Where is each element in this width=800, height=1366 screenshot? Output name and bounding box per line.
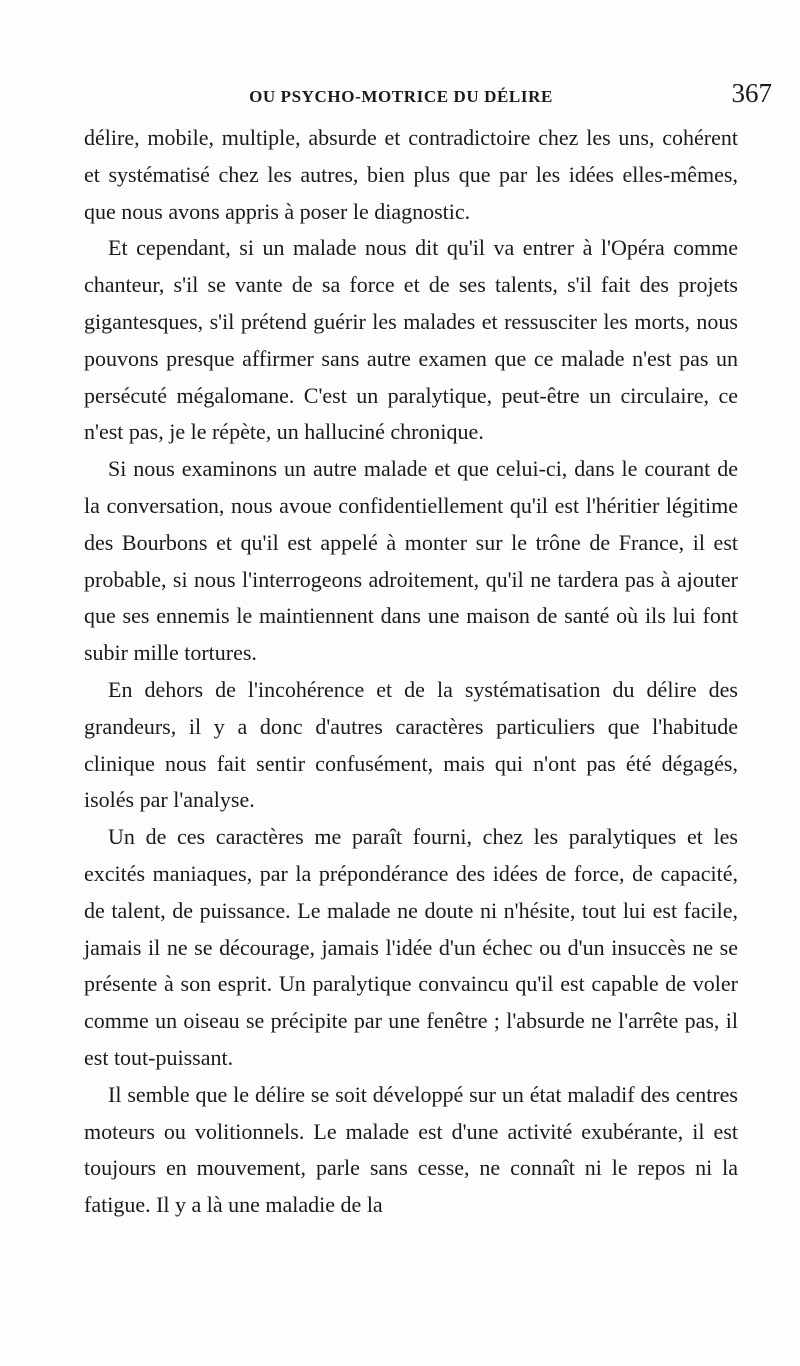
paragraph: En dehors de l'incohérence et de la systématisation du délire des grandeurs, il y a donc d'autres caractères particuliers que l'habitude clinique nous fait sentir confusément, mais qui n'ont pas été dégagés, isolés par l'analyse. xyxy=(84,676,738,813)
page-number: 367 xyxy=(731,78,772,108)
paragraph: Si nous examinons un autre malade et que celui-ci, dans le courant de la conversation, nous avoue confidentiellement qu'il est l'héritier légitime des Bourbons et qu'il est appelé à monter sur le trône de France, il est probable, si nous l'interrogeons adroitement, qu'il ne tardera pas à ajouter que ses ennemis le maintiennent dans une maison de santé où ils lui font subir mille tortures. xyxy=(84,456,738,666)
paragraph: Un de ces caractères me paraît fourni, chez les paralytiques et les excités maniaques, par la prépondérance des idées de force, de capacité, de talent, de puissance. Le malade ne doute ni n'hésite, tout lui est facile, jamais il ne se décourage, jamais l'idée d'un échec ou d'un insuccès ne se présente à son esprit. Un paralytique convaincu qu'il est capable de voler comme un oiseau se précipite par une fenêtre ; l'absurde ne l'arrête pas, il est tout-puissant. xyxy=(84,824,738,1070)
running-head-title: OU PSYCHO-MOTRICE DU DÉLIRE xyxy=(249,87,553,106)
body-text xyxy=(84,120,738,1224)
paragraph: Et cependant, si un malade nous dit qu'il va entrer à l'Opéra comme chanteur, s'il se vante de sa force et de ses talents, s'il fait des projets gigantesques, s'il prétend guérir les malades et ressusciter les morts, nous pouvons presque affirmer sans autre examen que ce malade n'est pas un persécuté mégalomane. C'est un paralytique, peut-être un circulaire, ce n'est pas, je le répète, un halluciné chronique. xyxy=(84,235,738,445)
running-head xyxy=(30,78,772,114)
paragraph: Il semble que le délire se soit développé sur un état maladif des centres moteurs ou volitionnels. Le malade est d'une activité exubérante, il est toujours en mouvement, parle sans cesse, ne connaît ni le repos ni la fatigue. Il y a là une maladie de la xyxy=(84,1081,738,1218)
paragraph-continuation: délire, mobile, multiple, absurde et contradictoire chez les uns, cohérent et systématisé chez les autres, bien plus que par les idées elles-mêmes, que nous avons appris à poser le diagnostic. xyxy=(84,125,738,224)
